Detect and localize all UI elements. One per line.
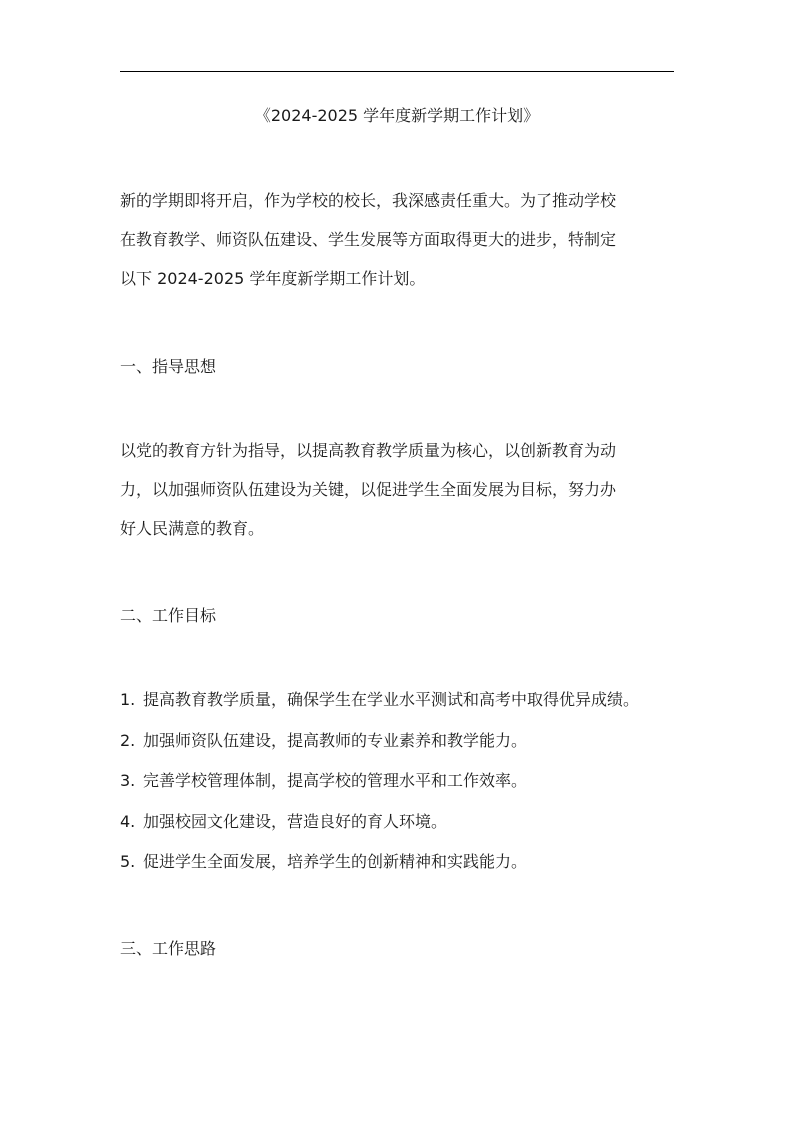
list-item-text: 加强校园文化建设，营造良好的育人环境。 — [143, 811, 448, 831]
list-item-text: 加强师资队伍建设，提高教师的专业素养和教学能力。 — [143, 730, 528, 750]
paragraph-line: 力，以加强师资队伍建设为关键，以促进学生全面发展为目标，努力办 — [120, 480, 617, 499]
list-item-number: 2. — [120, 730, 136, 750]
section-heading-work-approach: 三、工作思路 — [120, 939, 217, 958]
section-heading-guiding-ideology: 一、指导思想 — [120, 357, 217, 376]
intro-line: 新的学期即将开启，作为学校的校长，我深感责任重大。为了推动学校 — [120, 191, 617, 210]
intro-line: 在教育教学、师资队伍建设、学生发展等方面取得更大的进步，特制定 — [120, 230, 617, 249]
paragraph-line: 好人民满意的教育。 — [120, 519, 265, 538]
guiding-ideology-paragraph — [120, 431, 680, 548]
section-heading-work-goals: 二、工作目标 — [120, 606, 217, 625]
list-item — [120, 727, 690, 768]
list-item-text: 完善学校管理体制，提高学校的管理水平和工作效率。 — [143, 771, 528, 790]
list-item-text: 促进学生全面发展，培养学生的创新精神和实践能力。 — [143, 852, 528, 871]
header-rule — [120, 71, 674, 72]
list-item — [120, 808, 690, 849]
list-item — [120, 848, 690, 889]
list-item-number: 5. — [120, 852, 136, 871]
intro-line: 以下 2024-2025 学年度新学期工作计划。 — [120, 269, 426, 288]
document-title: 《2024-2025 学年度新学期工作计划》 — [254, 106, 540, 125]
list-item-number: 3. — [120, 771, 136, 790]
intro-paragraph — [120, 181, 680, 298]
work-goals-list — [120, 686, 690, 889]
list-item-number: 4. — [120, 811, 136, 831]
list-item — [120, 767, 690, 808]
list-item-text: 提高教育教学质量，确保学生在学业水平测试和高考中取得优异成绩。 — [143, 690, 640, 709]
paragraph-line: 以党的教育方针为指导，以提高教育教学质量为核心，以创新教育为动 — [120, 441, 617, 460]
list-item — [120, 686, 690, 727]
list-item-number: 1. — [120, 690, 136, 709]
